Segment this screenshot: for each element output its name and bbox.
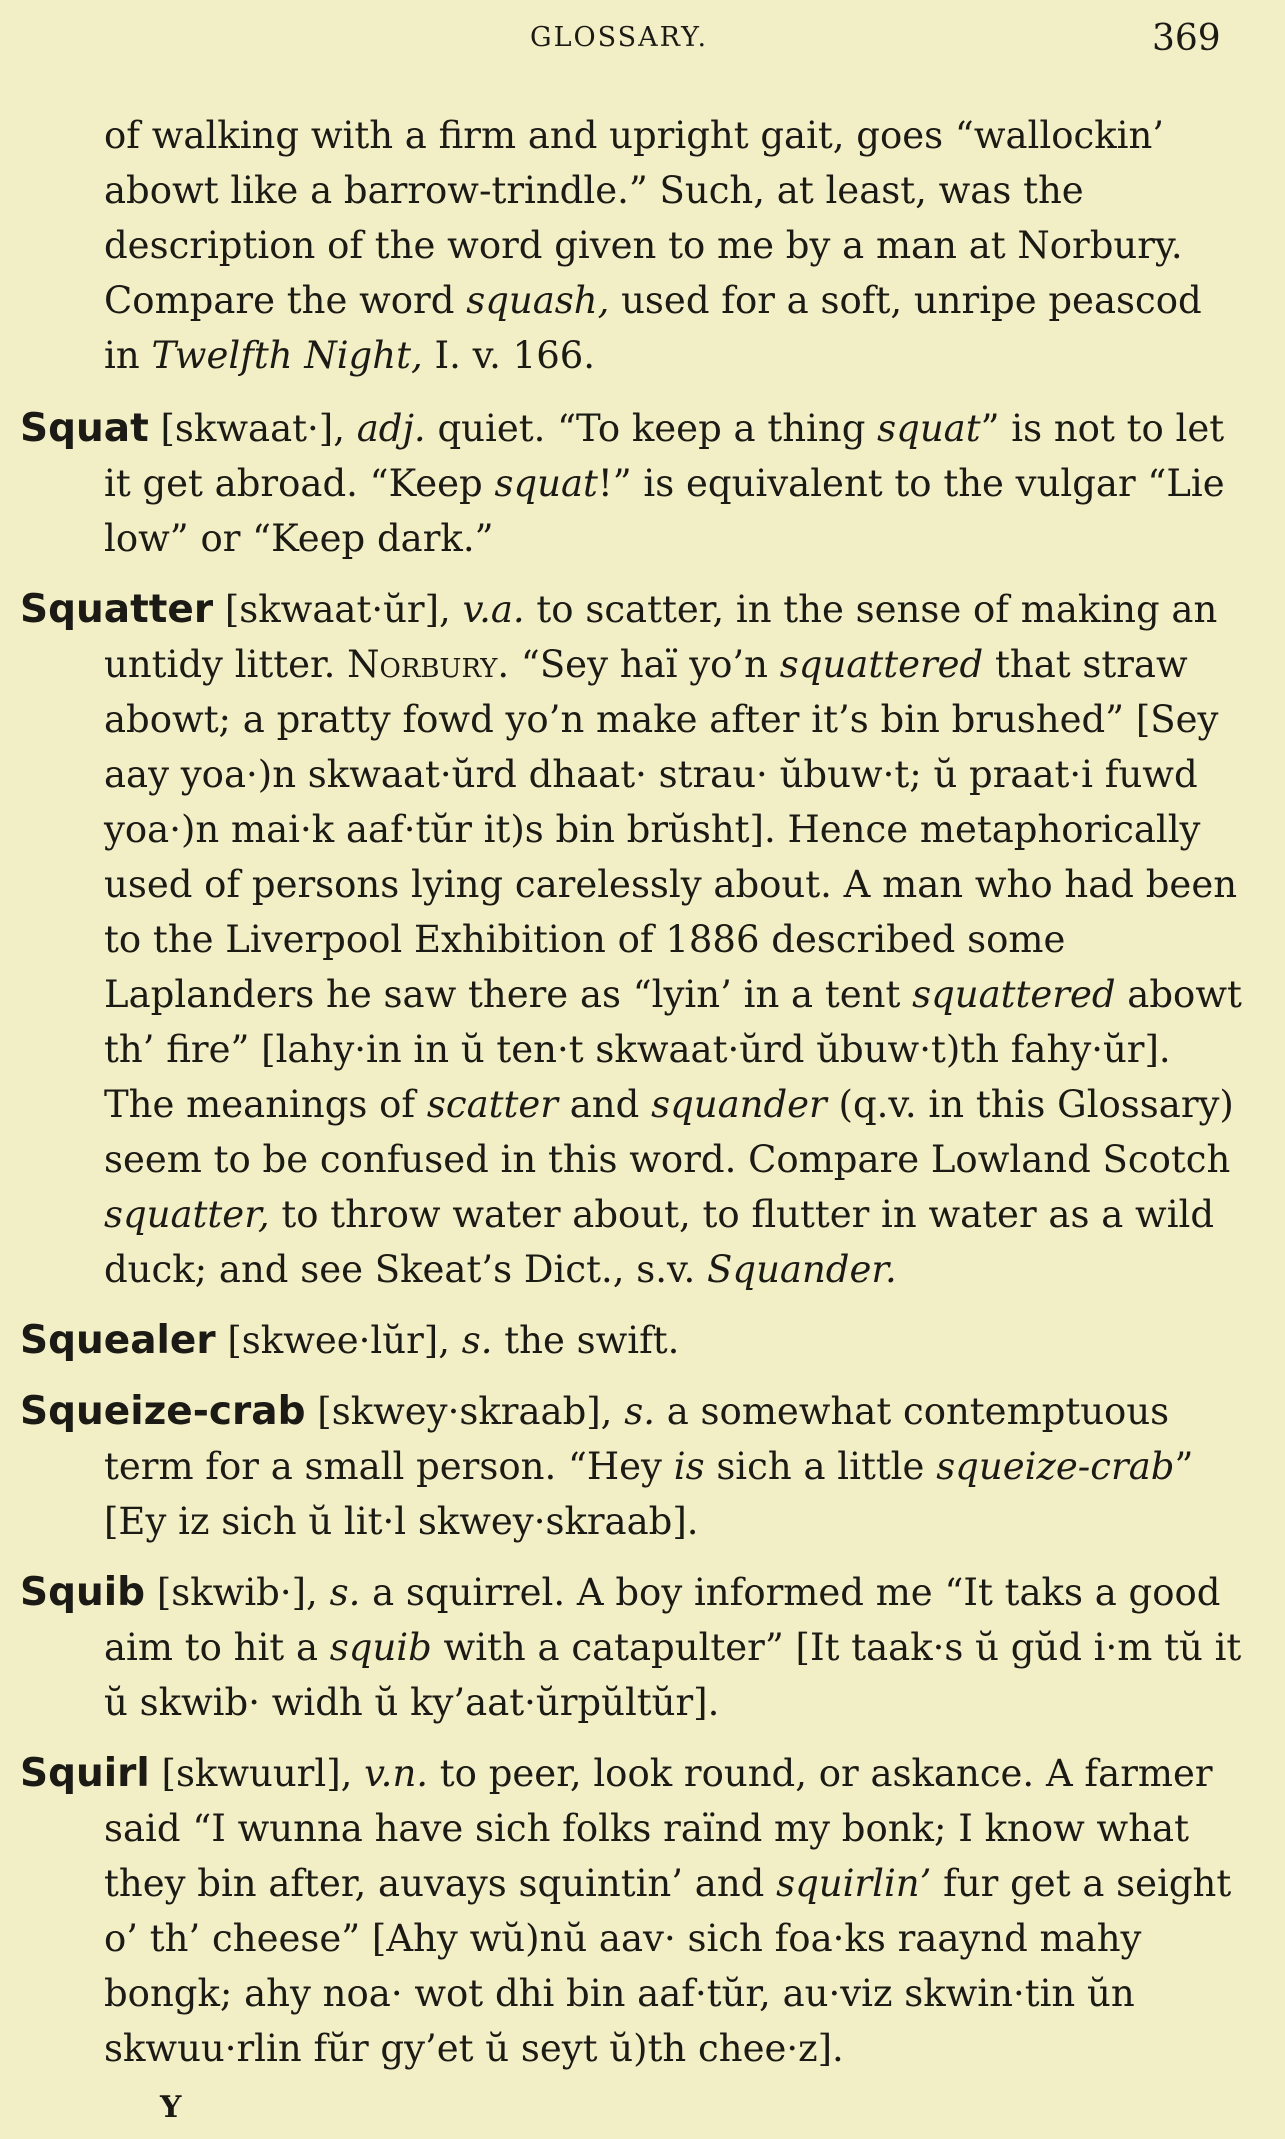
part-of-speech: v.a. xyxy=(462,588,525,631)
pronunciation: [skwaat·], xyxy=(148,407,357,450)
definition: the swift. xyxy=(492,1319,680,1362)
example-word: squeize-crab xyxy=(936,1445,1175,1488)
definition: abowt th’ fire” [lahy·in in ŭ ten·t skwaat·ŭrd ŭbuw·t)th fahy·ŭr]. The meanings of xyxy=(104,973,1242,1126)
page-number: 369 xyxy=(1152,18,1221,59)
part-of-speech: adj. xyxy=(356,407,426,450)
part-of-speech: s. xyxy=(329,1571,361,1614)
place-name: Norbury. xyxy=(347,643,510,686)
part-of-speech: v.n. xyxy=(364,1752,429,1795)
example-word: Squander. xyxy=(707,1248,897,1291)
text: used for a soft, unripe peascod in xyxy=(104,279,1202,377)
example-word: squattered xyxy=(912,973,1116,1016)
definition: (q.v. in this Glossary) seem to be confused in this word. Compare Lowland Scotch xyxy=(104,1083,1234,1181)
headword: Squib xyxy=(20,1570,146,1615)
definition: to peer, look round, or askance. A farmer said “I wunna have sich folks raïnd my bonk; I know what they bin after, auvays squintin’ and xyxy=(104,1752,1213,1905)
part-of-speech: s. xyxy=(461,1319,493,1362)
example-word: squirlin’ xyxy=(776,1862,932,1905)
example-word: squat xyxy=(494,462,598,505)
definition: with a catapulter” [It taak·s ŭ gŭd i·m tŭ it ŭ skwib· widh ŭ ky’aat·ŭrpŭltŭr]. xyxy=(104,1626,1242,1724)
example-word: squattered xyxy=(779,643,984,686)
running-title: GLOSSARY. xyxy=(530,22,709,53)
example-word: scatter xyxy=(426,1083,558,1126)
definition: !” is equivalent to the vulgar “Lie low” or “Keep dark.” xyxy=(104,462,1225,560)
definition: ” [Ey iz sich ŭ lit·l skwey·skraab]. xyxy=(104,1445,1194,1543)
entry-squatter xyxy=(20,582,1245,1297)
cited-word: squash, xyxy=(466,279,610,322)
signature-mark: Y xyxy=(160,2090,182,2125)
entry-squib xyxy=(20,1565,1245,1730)
pronunciation: [skwuurl], xyxy=(149,1752,365,1795)
headword: Squatter xyxy=(20,587,214,632)
definition: that straw abowt; a pratty fowd yo’n make after it’s bin brushed” [Sey aay yoa·)n skwaat·ŭrd dhaat· strau· ŭbuw·t; ŭ praat·i fuwd yoa·)n mai·k aaf·tŭr it)s bin brŭsht]. Hence metaphorically used of persons lying carelessly about. A man who had been to the Liverpool Exhibition of 1886 described some Laplanders he saw there as “lyin’ in a tent xyxy=(104,643,1238,1016)
definition: to throw water about, to flutter in water as a wild duck; and see Skeat’s Dict., s.v. xyxy=(104,1193,1215,1291)
example-word: squatter, xyxy=(104,1193,270,1236)
example-word: squander xyxy=(651,1083,827,1126)
headword: Squirl xyxy=(20,1751,150,1796)
pronunciation: [skwey·skraab], xyxy=(305,1390,625,1433)
pronunciation: [skwib·], xyxy=(145,1571,330,1614)
definition: ” is not to let it get abroad. “Keep xyxy=(104,407,1225,505)
definition: quiet. “To keep a thing xyxy=(425,407,878,450)
definition: “Sey haï yo’n xyxy=(509,643,780,686)
headword: Squeize-crab xyxy=(20,1389,306,1434)
example-word: is xyxy=(673,1445,705,1488)
definition: and xyxy=(557,1083,652,1126)
example-word: squib xyxy=(329,1626,432,1669)
definition: sich a little xyxy=(704,1445,937,1488)
example-word: squat xyxy=(877,407,981,450)
entry-squeize-crab xyxy=(20,1384,1245,1549)
pronunciation: [skwaat·ŭr], xyxy=(213,588,463,631)
definition: a somewhat contemptuous term for a small person. “Hey xyxy=(104,1390,1170,1488)
text: of walking with a firm and upright gait, goes “wallockin’ abowt like a barrow-trindle.” Such, at least, was the description of the word given to me by a man at Norbury. Compare the word xyxy=(104,114,1183,322)
definition: a squirrel. A boy informed me “It taks a good aim to hit a xyxy=(104,1571,1221,1669)
pronunciation: [skwee·lŭr], xyxy=(215,1319,462,1362)
headword: Squat xyxy=(20,406,149,451)
entry-squat xyxy=(20,401,1245,566)
cited-title: Twelfth Night, xyxy=(151,334,423,377)
headword: Squealer xyxy=(20,1318,216,1363)
entry-squealer xyxy=(20,1313,1245,1368)
definition: to scatter, in the sense of making an untidy litter. xyxy=(104,588,1218,686)
part-of-speech: s. xyxy=(624,1390,655,1433)
page-header xyxy=(0,18,1285,68)
definition: fur get a seight o’ th’ cheese” [Ahy wŭ)nŭ aav· sich foa·ks raaynd mahy bongk; ahy noa· wot dhi bin aaf·tŭr, au·viz skwin·tin ŭn skwuu·rlin fŭr gy’et ŭ seyt ŭ)th chee·z]. xyxy=(104,1862,1232,2070)
entry-squirl xyxy=(20,1746,1245,2076)
continued-entry-text xyxy=(104,108,1245,383)
glossary-body xyxy=(20,108,1245,2076)
text: I. v. 166. xyxy=(422,334,596,377)
